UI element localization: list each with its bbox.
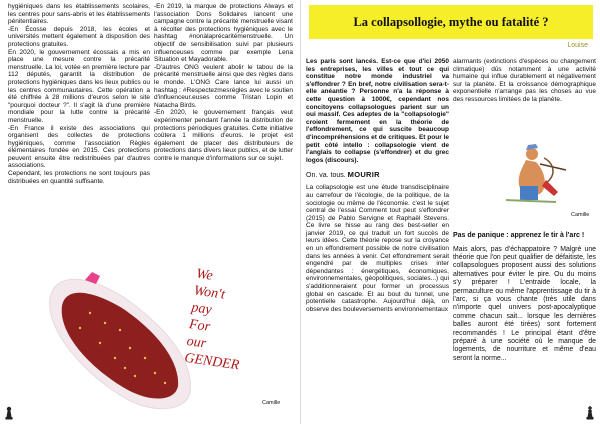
subtitle-prefix: On. va. tous. — [306, 172, 346, 180]
article-title: La collapsollogie, mythe ou fatalité ? — [353, 14, 549, 29]
paragraph: hygiéniques dans les établissements scolaires, les centres pour sans-abris et les établissements pénitentiaires. — [8, 3, 150, 26]
right-column-2 — [453, 58, 596, 104]
chess-pawn-icon — [4, 406, 14, 420]
paragraph: -En France il existe des associations qui organisent des collectes de protections hygiéniques, comme l'association Règles élémentaires fondée en 2015. Ces protections peuvent ensuite être redistribuées par d'autres associations. — [8, 124, 150, 170]
paragraph: -En 2019, la marque de protections Always et l'association Dons Solidaires lancent une campagne contre la précarité menstruelle visant à récolter des protections hygiéniques avec le hashtag #nonàlaprécaritémenstruelle. Un objectif de sensibilisation suivi par plusieurs influenceuses comme par exemple Lena Situation et Mayadorable. — [154, 3, 293, 64]
author-name: Louise — [567, 42, 588, 49]
paragraph: Mais alors, pas d'échappatoire ? Malgré une théorie que l'on peut qualifier de défaitiste, les collapsologues proposent aussi des solutions alternatives pour éviter le pire. Ou du moins s'y préparer ! L'entraide locale, la permaculture ou même l'apprentissage du tir à l'arc, si ça vous chante (très utile dans n'importe quel univers post-apocalyptique comme chacun sait... lorsque les dernières balles auront été tirées) sont fortement recommandés ! Le principal étant d'être préparé à une société où le manque de logements, de nourriture et même d'eau seront la norme... — [453, 245, 596, 362]
paragraph: -D'autres ONG veulent abolir le tabou de la précarité menstruelle ainsi que des règles dans le monde. L'ONG Care lance lui aussi un hashtag : #Respectezmesrègles avec le soutien d'influenceur.euses comme Tristan Lopin et Natacha Birds. — [154, 63, 293, 109]
subtitle-word: MOURIR — [347, 170, 380, 180]
section-heading: Pas de panique : apprenez le tir à l'arc ! — [453, 232, 585, 239]
paragraph: -En Écosse depuis 2018, les écoles et universités mettent également à disposition des protections gratuites. — [8, 25, 150, 48]
drawing-credit: Camille — [262, 400, 281, 406]
right-column-2-lower — [453, 232, 596, 363]
right-page — [300, 0, 600, 424]
section-subtitle — [306, 170, 449, 180]
left-column-1 — [8, 3, 150, 185]
paragraph: -En 2020, le gouvernement français veut expérimenter pendant l'année la distribution de protections périodiques gratuites. Cette initiative coûtera 1 millions d'euros. le projet est également de placer des distributeurs de protections dans divers lieux publics, et de lutter contre le manque d'informations sur ce sujet. — [154, 109, 293, 162]
paragraph: La collapsologie est une étude transdisciplinaire au carrefour de l'écologie, de la politique, de la sociologie ou même de l'économie. c'est le sujet central de l'essai Comment tout peut s'effondrer (2015) de Pablo Servigne et Raphaël Stevens. Ce livre se hisse au rang des best-seller en janvier 2019, ce qui traduit un fort succès de leurs idées. Cette théorie repose sur la croyance en un effondrement possible de notre civilisation dans les années à venir. Cet effondrement serait engendré par de multiples crises inter dépendantes : énergétiques, économiques, environnementales, géopolitiques, sociales...) qui s'additionneraient pour former un processus global en cascade. Et au bout du tunnel, une potentielle catastrophe. Aujourd'hui déjà, on observe des bouleversements environnementaux — [306, 184, 449, 313]
archer-credit: Camille — [571, 212, 590, 218]
left-column-2 — [154, 3, 293, 162]
sanitary-pad-drawing — [30, 268, 262, 416]
paragraph: Cependant, les protections ne sont toujours pas distribuées en quantité suffisante. — [8, 170, 150, 185]
paragraph: En 2020, le gouvernement écossais a mis en place une mesure contre la précarité menstruelle. La loi, votée en première lecture par 112 députés, garantit la distribution de protections hygiéniques dans les lieux publics ou les centres communautaires. Cette opération a été chiffrée à 28 millions d'euros selon le site "pourquoi docteur ?". Il s'agit là d'une première mondiale pour la lutte contre la précarité menstruelle. — [8, 48, 150, 124]
title-banner — [309, 5, 593, 39]
paragraph: alarmants (extinctions d'espèces ou changement climatique) dûs notamment à une activité humaine qui influe durablement et négativement sur la planète. Et la croissance démographique exponentielle n'arrange pas les choses au vue des ressources limitées de la planète. — [453, 58, 596, 103]
protest-slogan: We Won't pay For our GENDER — [183, 266, 241, 374]
archer-drawing — [496, 140, 586, 220]
intro-paragraph: Les paris sont lancés. Est-ce que d'ici 2050 les entreprises, les villes et tout ce qui constitue notre monde industriel va s'effondrer ? En bref, notre civilisation sera-t-elle anéantie ? Personne n'a la réponse à cette question à 1000€, cependant nos concitoyens collapsologues parient sur un oui massif. Ces adeptes de la "collapsologie" croient fermement en la théorie de l'effondrement, ce qui suscite beaucoup d'incompréhensions et de critiques. Et pour le petit côté intello : collapsologie vient de l'anglais to collapse (s'effondrer) et du grec logos (discours). — [306, 58, 449, 164]
chess-king-icon — [585, 406, 595, 420]
archer-illustration — [496, 140, 586, 220]
right-column-1 — [306, 58, 449, 313]
